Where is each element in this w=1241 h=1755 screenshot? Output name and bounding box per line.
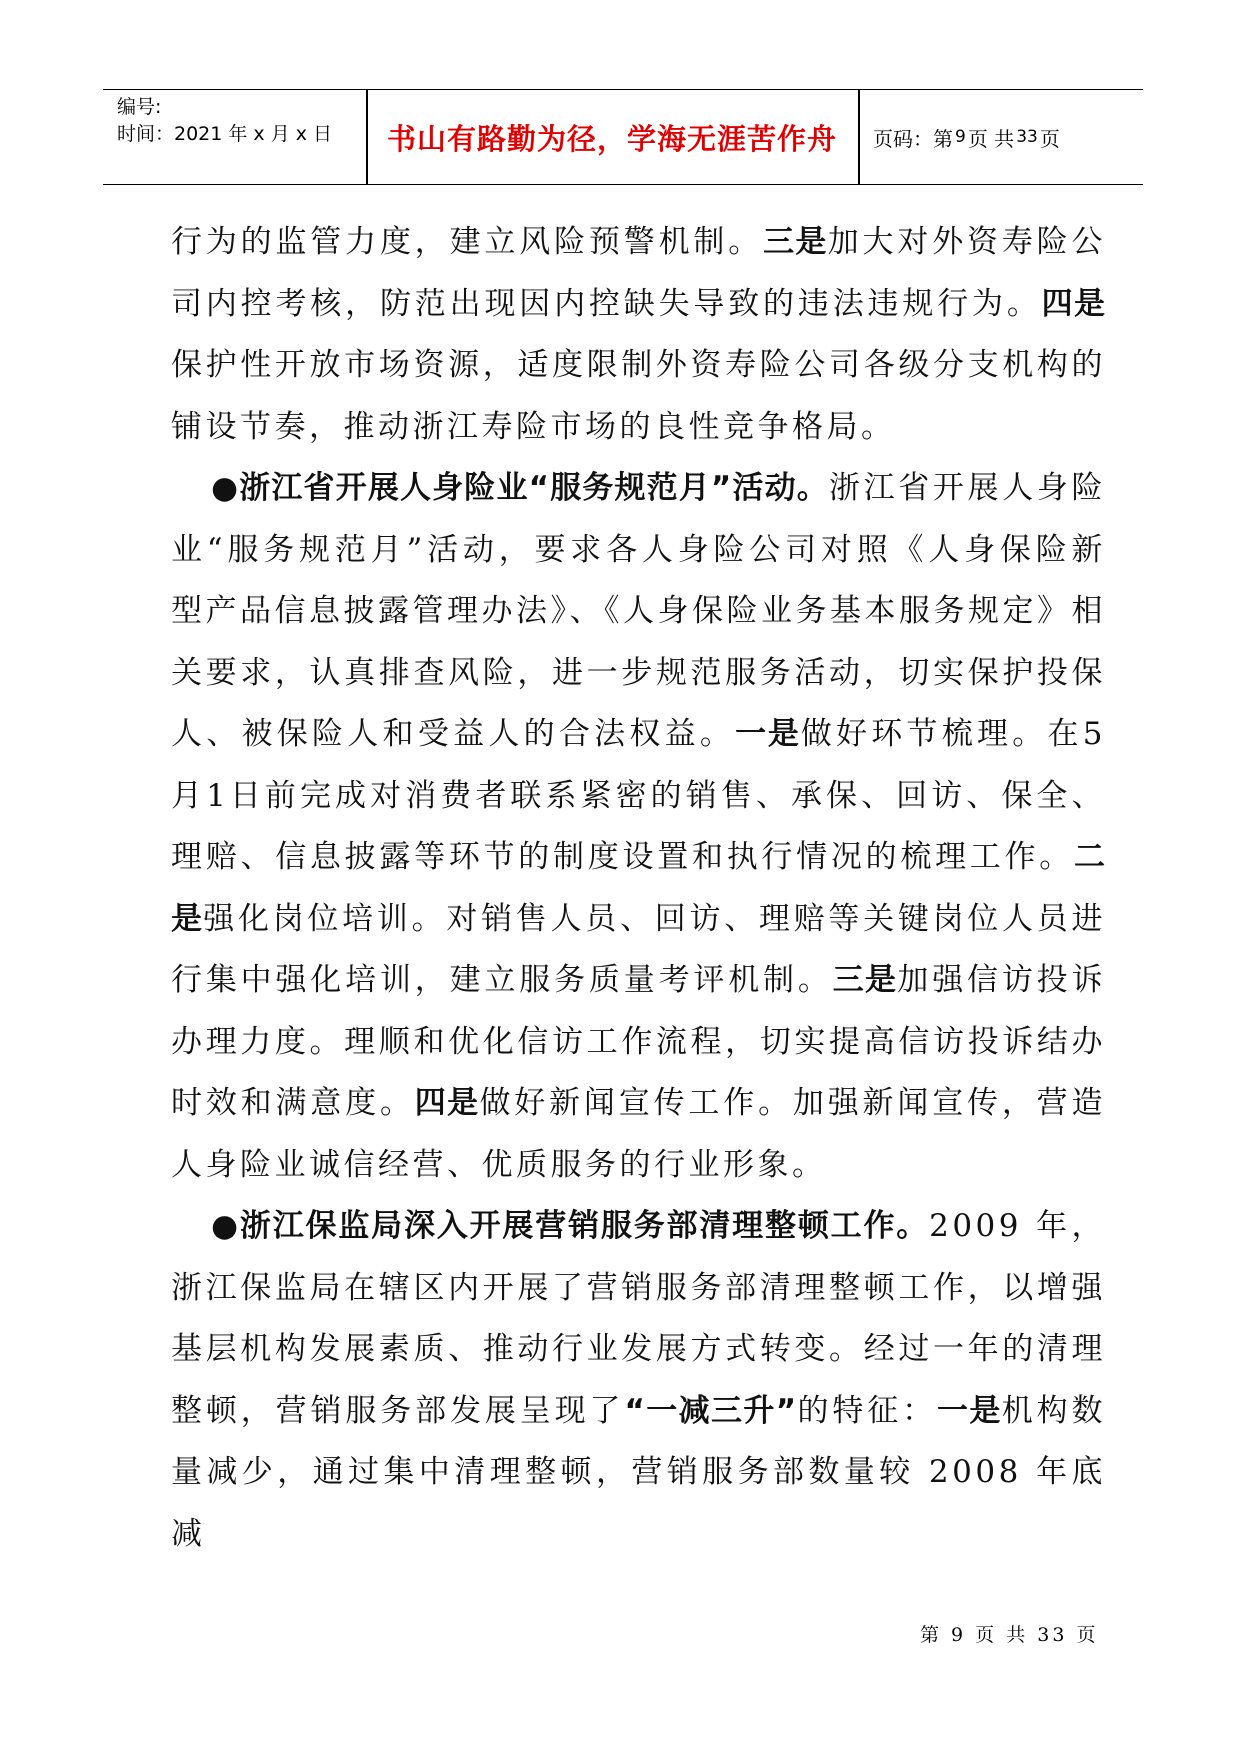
- text-run: 保护性开放市场资源，适度限制外资寿险公司各级分支机构的铺设节奏，推动浙江寿险市场的良性竞争格局。: [171, 347, 1106, 445]
- page-total: 33: [1016, 127, 1038, 147]
- text-run: 加强信访投诉办理力度。理顺和优化信访工作流程，切实提高信访投诉结办时效和满意度。: [171, 962, 1107, 1121]
- page-mid: 页 共: [967, 126, 1015, 151]
- text-run: 浙江省开展人身险业“服务规范月”活动，要求各人身险公司对照《人身保险新型产品信息披露管理办法》、《人身保险业务基本服务规定》相关要求，认真排查风险，进一步规范服务活动，切实保护投保人、被保险人和受益人的合法权益。: [171, 470, 1107, 752]
- text-run: 做好新闻宣传工作。加强新闻宣传，营造人身险业诚信经营、优质服务的行业形象。: [171, 1085, 1107, 1183]
- paragraph: [171, 458, 1106, 1196]
- page-header: [103, 89, 1143, 185]
- section-heading: ●浙江保监局深入开展营销服务部清理整顿工作。: [211, 1208, 930, 1244]
- text-run: 的特征：: [797, 1392, 937, 1429]
- serial-label: 编号:: [117, 96, 162, 118]
- bold-run: 四是: [1041, 285, 1106, 322]
- section-heading: ●浙江省开展人身险业“服务规范月”活动。: [211, 470, 829, 506]
- bold-run: 四是: [414, 1085, 480, 1121]
- header-page-info: [873, 90, 1060, 184]
- text-run: 行为的监管力度，建立风险预警机制。: [171, 224, 764, 260]
- bold-run: 一是: [735, 716, 801, 752]
- text-run: 做好环节梳理。在5月1日前完成对消费者联系紧密的销售、承保、回访、保全、理赔、信息披露等环节的制度设置和执行情况的梳理工作。: [171, 716, 1107, 875]
- page-prefix: 页码：第: [873, 126, 953, 151]
- text-run: 2009 年，浙江保监局在辖区内开展了营销服务部清理整顿工作，以增强基层机构发展素质、推动行业发展方式转变。经过一年的清理整顿，营销服务部发展呈现了: [171, 1208, 1106, 1429]
- header-meta: [117, 94, 332, 148]
- bold-run: 一是: [937, 1392, 1002, 1429]
- bold-run: 三是: [832, 962, 898, 998]
- paragraph: [171, 1196, 1106, 1565]
- bold-run: “一减三升”: [624, 1392, 798, 1429]
- text-run: 强化岗位培训。对销售人员、回访、理赔等关键岗位人员进行集中强化培训，建立服务质量考评机制。: [171, 900, 1107, 998]
- text-run: 加大对外资寿险公司内控考核，防范出现因内控缺失导致的违法违规行为。: [171, 224, 1107, 322]
- document-body: [171, 212, 1106, 1565]
- page-footer: 第 9 页 共 33 页: [920, 1624, 1099, 1646]
- time-label: 时间：2021 年 x 月 x 日: [117, 123, 333, 145]
- bold-run: 二是: [171, 839, 1106, 937]
- header-motto: 书山有路勤为径，学海无涯苦作舟: [386, 121, 837, 156]
- bold-run: 三是: [763, 224, 828, 260]
- paragraph: [171, 212, 1106, 458]
- page-suffix: 页: [1039, 126, 1060, 151]
- text-run: 机构数量减少，通过集中清理整顿，营销服务部数量较 2008 年底减: [171, 1392, 1107, 1552]
- page-number: 9: [955, 127, 966, 147]
- header-divider: [858, 90, 860, 184]
